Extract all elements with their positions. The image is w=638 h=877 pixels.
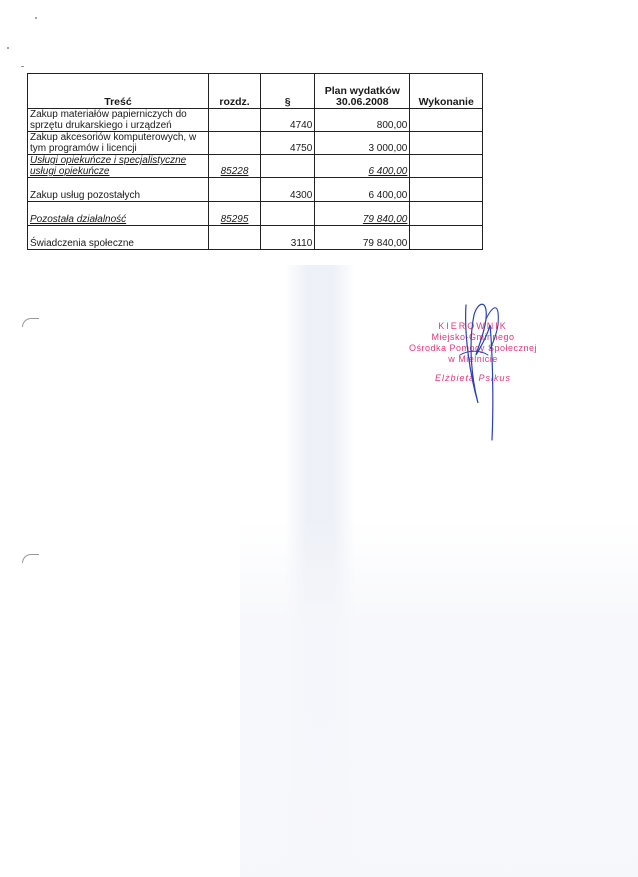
header-plan-line2: 30.06.2008 [336, 96, 389, 108]
stamp-line2: Ośrodka Pomocy Społecznej [408, 343, 538, 353]
row-description: Pozostała działalność [28, 202, 209, 226]
row-description: Zakup usług pozostałych [28, 178, 209, 202]
row-description-line2: usługi opiekuńcze [30, 166, 110, 177]
table-row [28, 202, 483, 226]
row-rozdz: 85228 [208, 155, 260, 178]
row-rozdz [208, 109, 260, 132]
row-plan: 800,00 [315, 109, 410, 132]
row-description: Świadczenia społeczne [28, 226, 209, 250]
row-wykonanie [410, 202, 483, 226]
row-description-line1: Usługi opiekuńcze i specjalistyczne [30, 155, 187, 166]
scan-speck [7, 47, 9, 49]
header-wykonanie: Wykonanie [410, 74, 483, 109]
scan-shading-lower [240, 520, 638, 877]
punch-hole-mark [22, 318, 39, 327]
table-row [28, 132, 483, 155]
header-tresc: Treść [28, 74, 209, 109]
row-paragraph: 4300 [261, 178, 315, 202]
table-row [28, 226, 483, 250]
row-paragraph [261, 202, 315, 226]
row-paragraph: 4750 [261, 132, 315, 155]
row-rozdz [208, 226, 260, 250]
row-rozdz [208, 132, 260, 155]
handwritten-signature [448, 285, 518, 445]
row-rozdz [208, 178, 260, 202]
table-header-row [28, 74, 483, 109]
row-plan: 3 000,00 [315, 132, 410, 155]
row-plan: 79 840,00 [315, 202, 410, 226]
row-paragraph [261, 155, 315, 178]
row-description-line2: tym programów i licencji [30, 143, 137, 154]
row-description [28, 132, 209, 155]
row-plan: 6 400,00 [315, 178, 410, 202]
table-row [28, 109, 483, 132]
row-description-line2: sprzętu drukarskiego i urządzeń [30, 120, 172, 131]
row-paragraph: 3110 [261, 226, 315, 250]
row-description [28, 109, 209, 132]
table-row [28, 178, 483, 202]
row-wykonanie [410, 178, 483, 202]
row-plan: 6 400,00 [315, 155, 410, 178]
scan-speck [35, 17, 37, 19]
row-description [28, 155, 209, 178]
stamp-title: KIEROWNIK [438, 321, 508, 331]
header-rozdz: rozdz. [208, 74, 260, 109]
stamp-line1: Miejsko-Gminnego [431, 332, 515, 342]
scan-speck [21, 66, 24, 67]
stamp-name: Elżbieta Psikus [434, 373, 512, 383]
header-plan-line1: Plan wydatków [324, 85, 400, 97]
row-plan: 79 840,00 [315, 226, 410, 250]
stamp-line3: w Mielnicie [448, 354, 498, 364]
row-paragraph: 4740 [261, 109, 315, 132]
row-wykonanie [410, 132, 483, 155]
row-description-line1: Zakup materiałów papierniczych do [30, 109, 187, 120]
row-wykonanie [410, 109, 483, 132]
expenditure-table [27, 73, 483, 250]
row-wykonanie [410, 226, 483, 250]
row-wykonanie [410, 155, 483, 178]
table-row [28, 155, 483, 178]
punch-hole-mark [22, 554, 39, 563]
row-rozdz: 85295 [208, 202, 260, 226]
header-plan [315, 74, 410, 109]
row-description-line1: Zakup akcesoriów komputerowych, w [30, 132, 197, 143]
header-paragraph: § [261, 74, 315, 109]
